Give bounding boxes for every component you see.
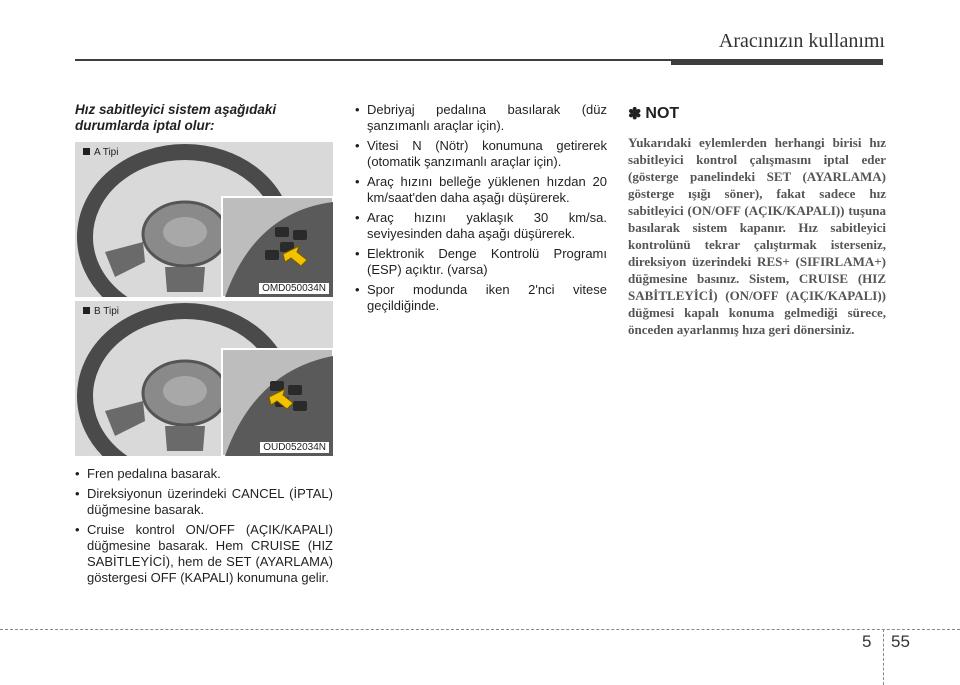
list-item: • Araç hızını yaklaşık 30 km/sa. seviyesinden daha aşağı düşürerek. (355, 210, 607, 242)
list-item: • Vitesi N (Nötr) konumuna getirerek (otomatik şanzımanlı araçlar için). (355, 138, 607, 170)
steering-wheel-illustration (75, 142, 333, 297)
list-item: • Fren pedalına basarak. (75, 466, 333, 482)
header-rule (75, 59, 883, 65)
note-title (628, 104, 886, 124)
figure-label: B Tipi (83, 306, 119, 317)
figure-type-b (75, 301, 333, 456)
cancel-conditions-list (75, 466, 333, 586)
list-item: • Debriyaj pedalına basılarak (düz şanzımanlı araçlar için). (355, 102, 607, 134)
header-title: Aracınızın kullanımı (718, 30, 885, 52)
note-body: Yukarıdaki eylemlerden herhangi birisi hız sabitleyici kontrol çalışmasını iptal eder (gösterge panelindeki SET (AYARLAMA) gösterge ışığı söner), fakat sadece hız sabitleyici (ON/OFF (AÇIK/KAPALI)) tuşuna basılarak sistem kapanır. Hız sabitleyici kontrolünü tekrar çalıştırmak isterseniz, direksiyon üzerindeki RES+ (SIFIRLAMA+) düğmesine basınız. Sistem, CRUISE (HIZ SABİTLEYİCİ) (ON/OFF (AÇIK/KAPALI)) düğmesi kapalı konuma gelmediği sürece, önceden ayarlanmış hıza geri dönersiniz. (628, 135, 886, 337)
cancel-conditions-list-continued (355, 102, 607, 314)
note-title-text: NOT (645, 105, 680, 122)
list-item: • Direksiyonun üzerindeki CANCEL (İPTAL) düğmesine basarak. (75, 486, 333, 518)
list-item: • Elektronik Denge Kontrolü Programı (ESP) açıktır. (varsa) (355, 246, 607, 278)
list-item: • Spor modunda iken 2'nci vitese geçildiğinde. (355, 282, 607, 314)
chapter-number: 5 (862, 632, 872, 651)
left-column (75, 102, 333, 590)
section-heading: Hız sabitleyici sistem aşağıdaki durumlarda iptal olur: (75, 102, 277, 133)
note-asterisk-icon: ✽ (628, 106, 642, 123)
list-item: • Cruise kontrol ON/OFF (AÇIK/KAPALI) düğmesine basarak. Hem CRUISE (HIZ SABİTLEYİCİ), hem de SET (AYARLAMA) göstergesi OFF (KAPALI) konumuna gelir. (75, 522, 333, 586)
page-separator (883, 629, 884, 685)
footer-rule (0, 629, 960, 630)
figure-code: OMD050034N (259, 283, 329, 294)
figure-label: A Tipi (83, 147, 118, 158)
list-item: • Araç hızını belleğe yüklenen hızdan 20 km/saat'den daha aşağı düşürerek. (355, 174, 607, 206)
steering-wheel-illustration (75, 301, 333, 456)
figure-type-a (75, 142, 333, 297)
note-box (628, 104, 886, 338)
page-number: 55 (891, 632, 910, 651)
figure-code: OUD052034N (260, 442, 329, 453)
middle-column (355, 102, 607, 318)
